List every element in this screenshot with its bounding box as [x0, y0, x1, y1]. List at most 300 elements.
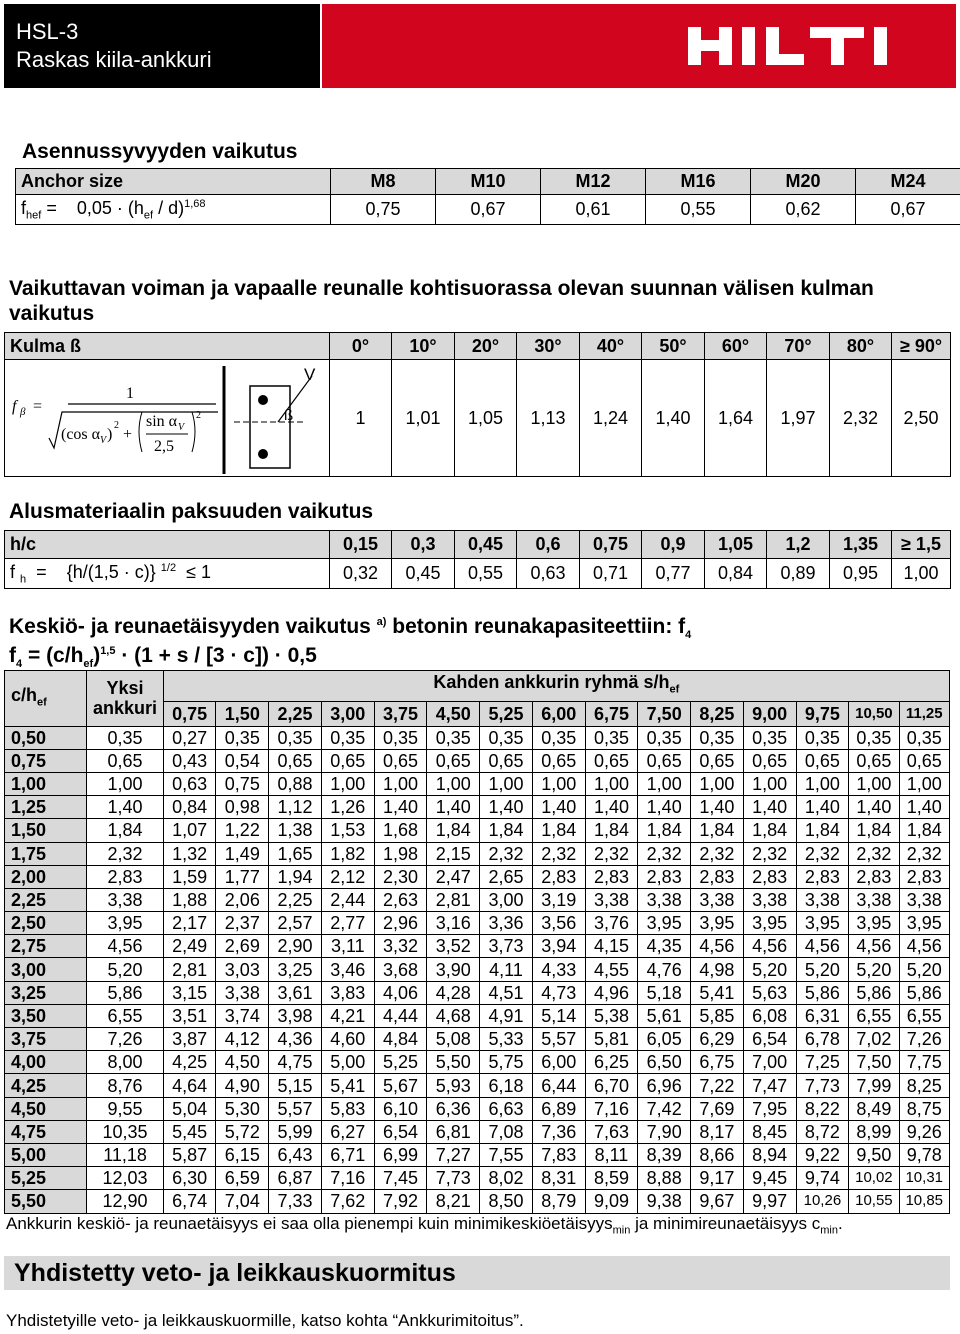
group-value: 0,65: [691, 749, 744, 772]
group-value: 0,65: [585, 749, 638, 772]
fhef-value: 0,75: [331, 195, 436, 225]
group-value: 8,72: [796, 1120, 849, 1143]
group-value: 3,90: [427, 958, 480, 981]
group-value: 4,51: [480, 981, 533, 1004]
group-value: 1,40: [796, 796, 849, 819]
group-value: 5,04: [163, 1097, 216, 1120]
group-value: 2,96: [374, 912, 427, 935]
group-value: 1,00: [480, 772, 533, 795]
fhef-value: 0,55: [646, 195, 751, 225]
group-value: 4,98: [691, 958, 744, 981]
group-value: 0,65: [427, 749, 480, 772]
group-value: 5,86: [899, 981, 950, 1004]
group-value: 1,22: [216, 819, 269, 842]
group-value: 4,75: [269, 1051, 322, 1074]
row-c-hef: 3,25: [5, 981, 87, 1004]
group-value: 1,12: [269, 796, 322, 819]
hc-label: h/c: [5, 531, 330, 559]
group-value: 1,68: [374, 819, 427, 842]
row-c-hef: 0,50: [5, 726, 87, 749]
group-value: 3,38: [691, 888, 744, 911]
s-hef-header: 1,50: [216, 701, 269, 726]
svg-text:+: +: [123, 426, 133, 443]
group-value: 2,83: [585, 865, 638, 888]
fbeta-value: 2,32: [830, 360, 892, 477]
table-row: [5, 935, 950, 958]
svg-text:2: 2: [196, 410, 201, 421]
single-anchor-value: 0,65: [87, 749, 163, 772]
group-value: 1,07: [163, 819, 216, 842]
fhef-value: 0,61: [541, 195, 646, 225]
group-value: 3,38: [743, 888, 796, 911]
svg-text:ß: ß: [284, 407, 294, 424]
group-value: 5,57: [269, 1097, 322, 1120]
group-value: 6,55: [899, 1004, 950, 1027]
group-value: 1,88: [163, 888, 216, 911]
angle-header: 40°: [580, 333, 642, 360]
group-value: 10,31: [899, 1167, 950, 1190]
group-value: 6,08: [743, 1004, 796, 1027]
group-value: 9,38: [638, 1190, 691, 1213]
size-m24: M24: [856, 169, 960, 195]
hc-header: 0,75: [580, 531, 642, 559]
group-value: 4,50: [216, 1051, 269, 1074]
group-value: 1,40: [585, 796, 638, 819]
group-value: 7,04: [216, 1190, 269, 1213]
group-value: 1,98: [374, 842, 427, 865]
group-value: 3,16: [427, 912, 480, 935]
svg-text:β: β: [20, 406, 26, 418]
fbeta-value: 1,05: [455, 360, 517, 477]
single-anchor-value: 9,55: [87, 1097, 163, 1120]
s-hef-header: 3,75: [374, 701, 427, 726]
group-value: 3,38: [216, 981, 269, 1004]
group-value: 5,81: [585, 1028, 638, 1051]
angle-header: 10°: [392, 333, 455, 360]
group-value: 3,36: [480, 912, 533, 935]
group-value: 7,25: [796, 1051, 849, 1074]
hc-header: 0,6: [517, 531, 580, 559]
row-c-hef: 4,25: [5, 1074, 87, 1097]
group-value: 0,84: [163, 796, 216, 819]
row-c-hef: 4,00: [5, 1051, 87, 1074]
table-row: [5, 1028, 950, 1051]
size-m12: M12: [541, 169, 646, 195]
group-value: 1,40: [532, 796, 585, 819]
group-value: 1,40: [638, 796, 691, 819]
hc-header: 1,2: [767, 531, 830, 559]
group-value: 4,91: [480, 1004, 533, 1027]
group-value: 6,54: [743, 1028, 796, 1051]
group-value: 3,73: [480, 935, 533, 958]
group-value: 4,68: [427, 1004, 480, 1027]
group-value: 3,95: [796, 912, 849, 935]
table-row: [5, 819, 950, 842]
group-value: 0,65: [374, 749, 427, 772]
single-anchor-value: 8,76: [87, 1074, 163, 1097]
group-value: 4,96: [585, 981, 638, 1004]
group-value: 5,67: [374, 1074, 427, 1097]
single-anchor-value: 0,35: [87, 726, 163, 749]
group-value: 0,35: [691, 726, 744, 749]
group-value: 0,35: [899, 726, 950, 749]
table-row: [5, 772, 950, 795]
group-value: 6,05: [638, 1028, 691, 1051]
group-value: 2,17: [163, 912, 216, 935]
group-value: 4,11: [480, 958, 533, 981]
group-value: 6,43: [269, 1143, 322, 1166]
angle-header: 80°: [830, 333, 892, 360]
group-value: 0,65: [899, 749, 950, 772]
row-c-hef: 4,75: [5, 1120, 87, 1143]
group-value: 3,19: [532, 888, 585, 911]
group-value: 0,35: [269, 726, 322, 749]
group-value: 1,32: [163, 842, 216, 865]
group-value: 1,38: [269, 819, 322, 842]
fh-value: 0,84: [705, 559, 767, 589]
group-value: 7,33: [269, 1190, 322, 1213]
single-anchor-value: 3,38: [87, 888, 163, 911]
fh-value: 1,00: [892, 559, 951, 589]
fh-value: 0,77: [642, 559, 705, 589]
group-value: 8,22: [796, 1097, 849, 1120]
group-value: 2,15: [427, 842, 480, 865]
group-value: 7,92: [374, 1190, 427, 1213]
table-row: [5, 1051, 950, 1074]
group-value: 4,56: [899, 935, 950, 958]
group-value: 1,84: [638, 819, 691, 842]
table-row: [5, 981, 950, 1004]
row-c-hef: 5,25: [5, 1167, 87, 1190]
fh-value: 0,63: [517, 559, 580, 589]
group-value: 0,65: [849, 749, 899, 772]
row-c-hef: 2,00: [5, 865, 87, 888]
group-value: 2,32: [899, 842, 950, 865]
group-value: 2,44: [321, 888, 374, 911]
group-value: 5,87: [163, 1143, 216, 1166]
group-value: 1,40: [743, 796, 796, 819]
group-value: 3,52: [427, 935, 480, 958]
group-value: 3,38: [585, 888, 638, 911]
group-value: 1,00: [427, 772, 480, 795]
single-anchor-value: 3,95: [87, 912, 163, 935]
group-value: 5,30: [216, 1097, 269, 1120]
group-value: 7,08: [480, 1120, 533, 1143]
group-value: 8,11: [585, 1143, 638, 1166]
group-value: 5,57: [532, 1028, 585, 1051]
anchor-size-label: Anchor size: [16, 169, 331, 195]
group-value: 2,83: [691, 865, 744, 888]
group-value: 6,36: [427, 1097, 480, 1120]
single-anchor-value: 2,32: [87, 842, 163, 865]
group-value: 0,65: [532, 749, 585, 772]
col-c-hef: $c/h_{ef}$: [5, 671, 87, 727]
group-value: 4,25: [163, 1051, 216, 1074]
section-combined-load-title: Yhdistetty veto- ja leikkauskuormitus: [4, 1256, 950, 1290]
group-value: 8,25: [899, 1074, 950, 1097]
fh-formula: f $_h$ = {h/(1,5 · c)} $^{1/2}$ ≤ 1: [5, 559, 330, 589]
svg-text:V: V: [178, 422, 185, 433]
table-row: [5, 1097, 950, 1120]
group-value: 0,35: [849, 726, 899, 749]
svg-text:(cos α: (cos α: [61, 426, 101, 443]
group-value: 3,25: [269, 958, 322, 981]
fh-value: 0,55: [455, 559, 517, 589]
group-value: 4,12: [216, 1028, 269, 1051]
group-value: 3,94: [532, 935, 585, 958]
group-value: 8,17: [691, 1120, 744, 1143]
group-value: 6,29: [691, 1028, 744, 1051]
group-value: 1,00: [743, 772, 796, 795]
group-value: 4,90: [216, 1074, 269, 1097]
svg-text:=: =: [33, 398, 43, 415]
angle-header: 50°: [642, 333, 705, 360]
s-hef-header: 6,75: [585, 701, 638, 726]
group-value: 3,95: [638, 912, 691, 935]
single-anchor-value: 1,84: [87, 819, 163, 842]
group-value: 2,81: [427, 888, 480, 911]
group-value: 6,74: [163, 1190, 216, 1213]
single-anchor-value: 5,86: [87, 981, 163, 1004]
size-m16: M16: [646, 169, 751, 195]
group-value: 7,63: [585, 1120, 638, 1143]
group-value: 3,38: [849, 888, 899, 911]
table-row: [5, 1167, 950, 1190]
group-value: 0,35: [532, 726, 585, 749]
group-value: 2,81: [163, 958, 216, 981]
group-value: 0,35: [638, 726, 691, 749]
group-value: 1,00: [899, 772, 950, 795]
fhef-value: 0,62: [751, 195, 856, 225]
group-value: 1,53: [321, 819, 374, 842]
group-value: 3,87: [163, 1028, 216, 1051]
group-value: 1,00: [691, 772, 744, 795]
group-value: 6,18: [480, 1074, 533, 1097]
group-value: 7,55: [480, 1143, 533, 1166]
hilti-logo: [686, 23, 934, 69]
row-c-hef: 1,75: [5, 842, 87, 865]
section-spacing-title: Keskiö- ja reunaetäisyyden vaikutus $^{a)}$ betonin reunakapasiteettiin: $f_4$: [9, 615, 692, 642]
fh-value: 0,89: [767, 559, 830, 589]
group-value: 3,38: [638, 888, 691, 911]
group-value: 6,55: [849, 1004, 899, 1027]
group-value: 1,84: [532, 819, 585, 842]
group-value: 4,56: [796, 935, 849, 958]
single-anchor-value: 10,35: [87, 1120, 163, 1143]
single-anchor-value: 6,55: [87, 1004, 163, 1027]
table-row: [5, 749, 950, 772]
fh-value: 0,71: [580, 559, 642, 589]
group-value: 2,32: [585, 842, 638, 865]
group-value: 1,26: [321, 796, 374, 819]
group-value: 2,32: [743, 842, 796, 865]
group-value: 5,20: [743, 958, 796, 981]
fbeta-value: 1,24: [580, 360, 642, 477]
s-hef-header: 9,00: [743, 701, 796, 726]
group-value: 10,02: [849, 1167, 899, 1190]
fbeta-value: 1,40: [642, 360, 705, 477]
group-value: 2,83: [743, 865, 796, 888]
group-value: 6,00: [532, 1051, 585, 1074]
group-value: 0,35: [480, 726, 533, 749]
group-value: 1,00: [321, 772, 374, 795]
angle-header: ≥ 90°: [892, 333, 951, 360]
group-value: 7,75: [899, 1051, 950, 1074]
fbeta-formula: [6, 360, 326, 474]
group-value: 5,41: [321, 1074, 374, 1097]
group-value: 4,33: [532, 958, 585, 981]
group-value: 1,77: [216, 865, 269, 888]
thickness-table: [4, 530, 951, 589]
group-value: 5,08: [427, 1028, 480, 1051]
group-value: 3,76: [585, 912, 638, 935]
group-value: 2,32: [796, 842, 849, 865]
table-row: [5, 796, 950, 819]
s-hef-header: 9,75: [796, 701, 849, 726]
angle-header: 20°: [455, 333, 517, 360]
group-value: 2,83: [899, 865, 950, 888]
group-value: 10,55: [849, 1190, 899, 1213]
table-row: [5, 1190, 950, 1213]
group-value: 3,95: [899, 912, 950, 935]
group-value: 2,32: [849, 842, 899, 865]
group-value: 0,65: [638, 749, 691, 772]
row-c-hef: 0,75: [5, 749, 87, 772]
group-value: 3,98: [269, 1004, 322, 1027]
section-installation-depth-title: Asennussyvyyden vaikutus: [22, 140, 298, 163]
group-value: 0,98: [216, 796, 269, 819]
table-row: [5, 1074, 950, 1097]
group-value: 9,09: [585, 1190, 638, 1213]
group-value: 0,35: [321, 726, 374, 749]
group-value: 3,11: [321, 935, 374, 958]
svg-text:f: f: [12, 398, 17, 415]
group-value: 3,56: [532, 912, 585, 935]
group-value: 6,70: [585, 1074, 638, 1097]
group-value: 8,66: [691, 1143, 744, 1166]
single-anchor-value: 12,90: [87, 1190, 163, 1213]
group-value: 7,26: [899, 1028, 950, 1051]
group-value: 7,99: [849, 1074, 899, 1097]
group-value: 2,47: [427, 865, 480, 888]
group-value: 1,00: [796, 772, 849, 795]
row-c-hef: 2,75: [5, 935, 87, 958]
group-value: 3,51: [163, 1004, 216, 1027]
group-value: 1,00: [585, 772, 638, 795]
group-value: 6,87: [269, 1167, 322, 1190]
size-m10: M10: [436, 169, 541, 195]
single-anchor-value: 12,03: [87, 1167, 163, 1190]
group-value: 1,84: [796, 819, 849, 842]
single-anchor-value: 2,83: [87, 865, 163, 888]
group-value: 5,41: [691, 981, 744, 1004]
product-code: HSL-3: [16, 19, 79, 44]
group-value: 6,54: [374, 1120, 427, 1143]
fh-value: 0,32: [330, 559, 392, 589]
group-value: 7,02: [849, 1028, 899, 1051]
group-value: 6,30: [163, 1167, 216, 1190]
group-value: 6,71: [321, 1143, 374, 1166]
group-value: 1,94: [269, 865, 322, 888]
group-value: 6,89: [532, 1097, 585, 1120]
group-value: 2,83: [849, 865, 899, 888]
group-value: 2,83: [638, 865, 691, 888]
group-value: 2,06: [216, 888, 269, 911]
spacing-note: Ankkurin keskiö- ja reunaetäisyys ei saa olla pienempi kuin minimikeskiöetäisyys$_{min}$ ja minimireunaetäisyys $c_{min}$.: [6, 1214, 843, 1237]
s-hef-header: 11,25: [899, 701, 950, 726]
group-value: 5,20: [796, 958, 849, 981]
single-anchor-value: 7,26: [87, 1028, 163, 1051]
group-value: 6,81: [427, 1120, 480, 1143]
single-anchor-value: 8,00: [87, 1051, 163, 1074]
group-value: 1,40: [427, 796, 480, 819]
group-value: 5,61: [638, 1004, 691, 1027]
group-value: 6,63: [480, 1097, 533, 1120]
group-value: 4,36: [269, 1028, 322, 1051]
table-row: [5, 958, 950, 981]
group-value: 3,46: [321, 958, 374, 981]
group-value: 6,75: [691, 1051, 744, 1074]
group-value: 8,39: [638, 1143, 691, 1166]
group-value: 0,35: [427, 726, 480, 749]
s-hef-header: 2,25: [269, 701, 322, 726]
group-value: 9,50: [849, 1143, 899, 1166]
group-value: 6,10: [374, 1097, 427, 1120]
group-value: 6,50: [638, 1051, 691, 1074]
table-row: [5, 912, 950, 935]
s-hef-header: 6,00: [532, 701, 585, 726]
group-value: 5,18: [638, 981, 691, 1004]
table-row: [5, 888, 950, 911]
group-value: 2,90: [269, 935, 322, 958]
group-value: 6,96: [638, 1074, 691, 1097]
group-value: 0,35: [216, 726, 269, 749]
svg-text:2,5: 2,5: [154, 438, 174, 455]
group-value: 8,45: [743, 1120, 796, 1143]
group-value: 1,84: [691, 819, 744, 842]
group-value: 7,69: [691, 1097, 744, 1120]
group-value: 9,78: [899, 1143, 950, 1166]
group-value: 8,94: [743, 1143, 796, 1166]
group-value: 1,59: [163, 865, 216, 888]
angle-label: Kulma ß: [5, 333, 330, 360]
angle-header: 0°: [330, 333, 392, 360]
s-hef-header: 5,25: [480, 701, 533, 726]
fh-value: 0,95: [830, 559, 892, 589]
group-value: 8,75: [899, 1097, 950, 1120]
group-value: 4,73: [532, 981, 585, 1004]
row-c-hef: 3,00: [5, 958, 87, 981]
fbeta-value: 1,64: [705, 360, 767, 477]
row-c-hef: 2,25: [5, 888, 87, 911]
group-value: 2,65: [480, 865, 533, 888]
row-c-hef: 3,50: [5, 1004, 87, 1027]
col-group-header: Kahden ankkurin ryhmä $s/h_{ef}$: [163, 671, 949, 702]
group-value: 6,15: [216, 1143, 269, 1166]
group-value: 6,78: [796, 1028, 849, 1051]
group-value: 5,00: [321, 1051, 374, 1074]
fbeta-value: 2,50: [892, 360, 951, 477]
group-value: 3,68: [374, 958, 427, 981]
single-anchor-value: 1,00: [87, 772, 163, 795]
svg-text:sin α: sin α: [146, 413, 178, 430]
group-value: 3,15: [163, 981, 216, 1004]
single-anchor-value: 1,40: [87, 796, 163, 819]
group-value: 4,56: [691, 935, 744, 958]
angle-header: 70°: [767, 333, 830, 360]
group-value: 7,16: [321, 1167, 374, 1190]
group-value: 5,50: [427, 1051, 480, 1074]
